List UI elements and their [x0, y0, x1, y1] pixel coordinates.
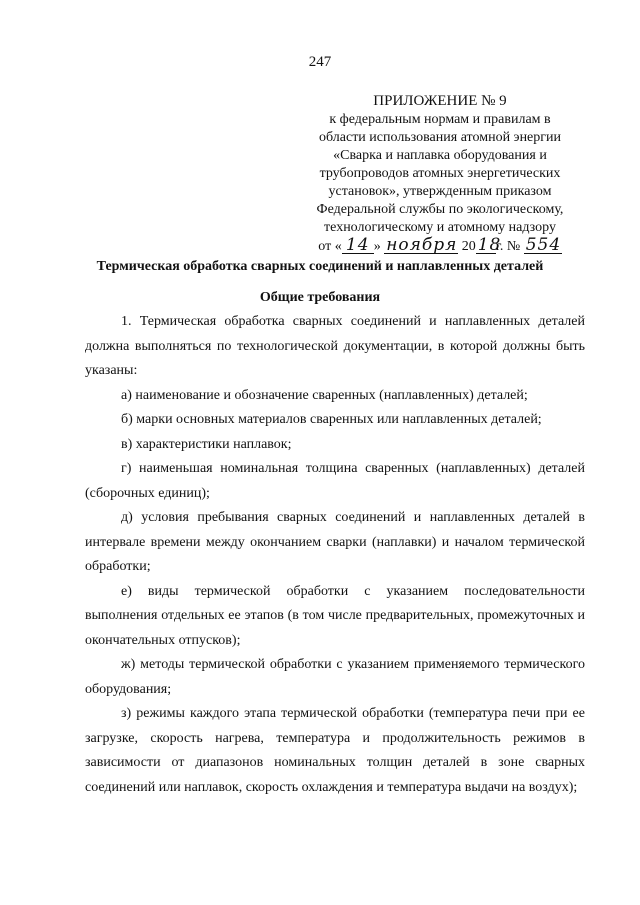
list-item: г) наименьшая номинальная толщина сваренных (наплавленных) деталей (сборочных единиц); [85, 461, 585, 501]
date-prefix: от « [318, 239, 342, 254]
paragraph: 1. Термическая обработка сварных соединений и наплавленных деталей должна выполняться по технологической документации, в которой должны быть указаны: [85, 314, 585, 378]
list-item: б) марки основных материалов сваренных или наплавленных деталей; [121, 412, 542, 427]
appendix-title: ПРИЛОЖЕНИЕ № 9 [373, 93, 507, 109]
section-title: Общие требования [259, 290, 381, 305]
handwritten-day: 14 [342, 237, 374, 254]
date-mid: » [373, 239, 381, 254]
handwritten-month: ноября [386, 235, 458, 255]
appendix-line: «Сварка и наплавка оборудования и [333, 148, 547, 163]
list-item: ж) методы термической обработки с указанием применяемого термического оборудования; [85, 657, 585, 697]
list-item: з) режимы каждого этапа термической обработки (температура печи при ее загрузке, скорость нагрева, температура и продолжительность режимов в зависимости от диапазонов номинальных толщин деталей в зоне сварных соединений или наплавок, скорость охлаждения и температура выдачи на воздух); [85, 706, 585, 795]
appendix-line: технологическому и атомному надзору [324, 220, 556, 235]
order-date-line [318, 237, 561, 256]
appendix-line: к федеральным нормам и правилам в [329, 112, 551, 127]
appendix-header [290, 92, 590, 256]
document-title: Термическая обработка сварных соединений и наплавленных деталей [96, 259, 544, 274]
appendix-line: трубопроводов атомных энергетических [319, 166, 561, 181]
list-item: е) виды термической обработки с указанием последовательности выполнения отдельных ее этапов (в том числе предварительных, промежуточных и окончательных отпусков); [85, 583, 585, 648]
handwritten-year: 18 [477, 235, 502, 255]
date-suffix: г. № [495, 239, 521, 254]
date-year-prefix: 20 [461, 239, 476, 254]
list-item: а) наименование и обозначение сваренных (наплавленных) деталей; [121, 387, 528, 403]
appendix-line: области использования атомной энергии [319, 130, 561, 145]
appendix-line: установок», утвержденным приказом [328, 184, 552, 199]
list-item: д) условия пребывания сварных соединений и наплавленных деталей в интервале времени между окончанием сварки (наплавки) и началом термической обработки; [85, 510, 585, 574]
body-text [85, 310, 585, 800]
list-item: в) характеристики наплавок; [121, 436, 292, 452]
appendix-line: Федеральной службы по экологическому, [316, 202, 564, 217]
handwritten-order-number: 554 [525, 235, 562, 255]
page-number: 247 [308, 54, 332, 70]
